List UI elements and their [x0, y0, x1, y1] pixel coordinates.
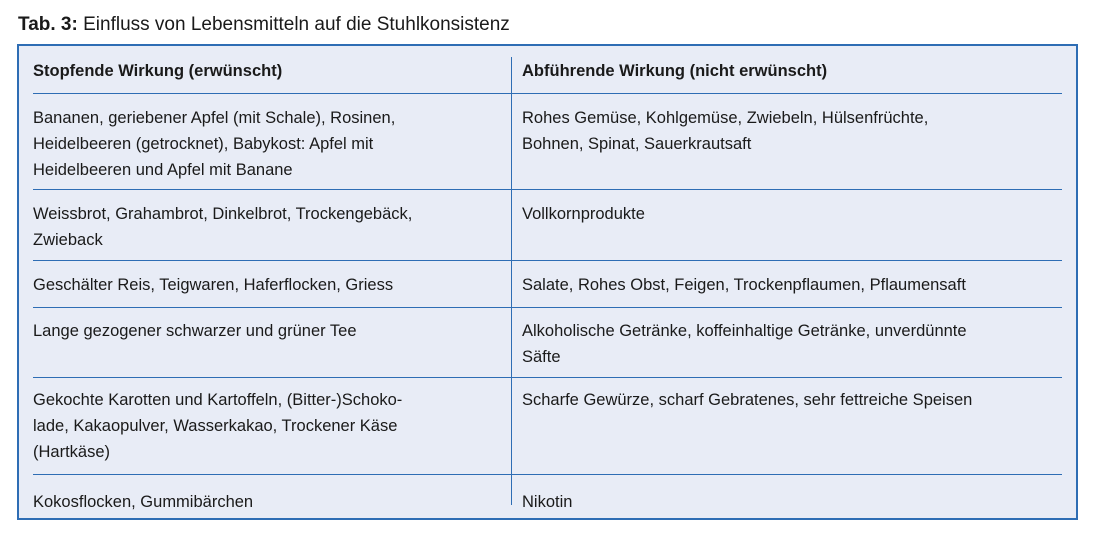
header-laxative: Abführende Wirkung (nicht erwünscht) — [522, 62, 828, 80]
row-3-laxative: Salate, Rohes Obst, Feigen, Trockenpflaumen, Pflaumensaft — [522, 276, 966, 294]
table-caption — [18, 13, 510, 37]
column-divider — [511, 57, 512, 505]
row-1-constipating: Bananen, geriebener Apfel (mit Schale), Rosinen, Heidelbeeren (getrocknet), Babykost: Apfel mit Heidelbeeren und Apfel mit Banane — [33, 109, 396, 179]
row-1-laxative: Rohes Gemüse, Kohlgemüse, Zwiebeln, Hülsenfrüchte, Bohnen, Spinat, Sauerkrautsaft — [522, 109, 929, 153]
row-divider — [33, 474, 1062, 475]
row-2-constipating: Weissbrot, Grahambrot, Dinkelbrot, Trockengebäck, Zwieback — [33, 205, 413, 249]
row-3-constipating: Geschälter Reis, Teigwaren, Haferflocken, Griess — [33, 276, 394, 294]
food-effects-table — [17, 44, 1078, 520]
row-4-laxative: Alkoholische Getränke, koffeinhaltige Getränke, unverdünnte Säfte — [522, 322, 967, 366]
row-5-laxative: Scharfe Gewürze, scharf Gebratenes, sehr fettreiche Speisen — [522, 391, 973, 409]
row-divider — [33, 307, 1062, 308]
row-5-constipating: Gekochte Karotten und Kartoffeln, (Bitter-)Schoko- lade, Kakaopulver, Wasserkakao, Trockener Käse (Hartkäse) — [33, 391, 403, 461]
row-6-constipating: Kokosflocken, Gummibärchen — [33, 493, 254, 511]
row-4-constipating: Lange gezogener schwarzer und grüner Tee — [33, 322, 357, 340]
row-divider — [33, 189, 1062, 190]
header-constipating: Stopfende Wirkung (erwünscht) — [33, 62, 283, 80]
row-2-laxative: Vollkornprodukte — [522, 205, 645, 223]
header-divider — [33, 93, 1062, 94]
row-6-laxative: Nikotin — [522, 493, 573, 511]
caption-title: Einfluss von Lebensmitteln auf die Stuhlkonsistenz — [83, 14, 510, 35]
row-divider — [33, 377, 1062, 378]
caption-label: Tab. 3: — [18, 14, 78, 35]
row-divider — [33, 260, 1062, 261]
